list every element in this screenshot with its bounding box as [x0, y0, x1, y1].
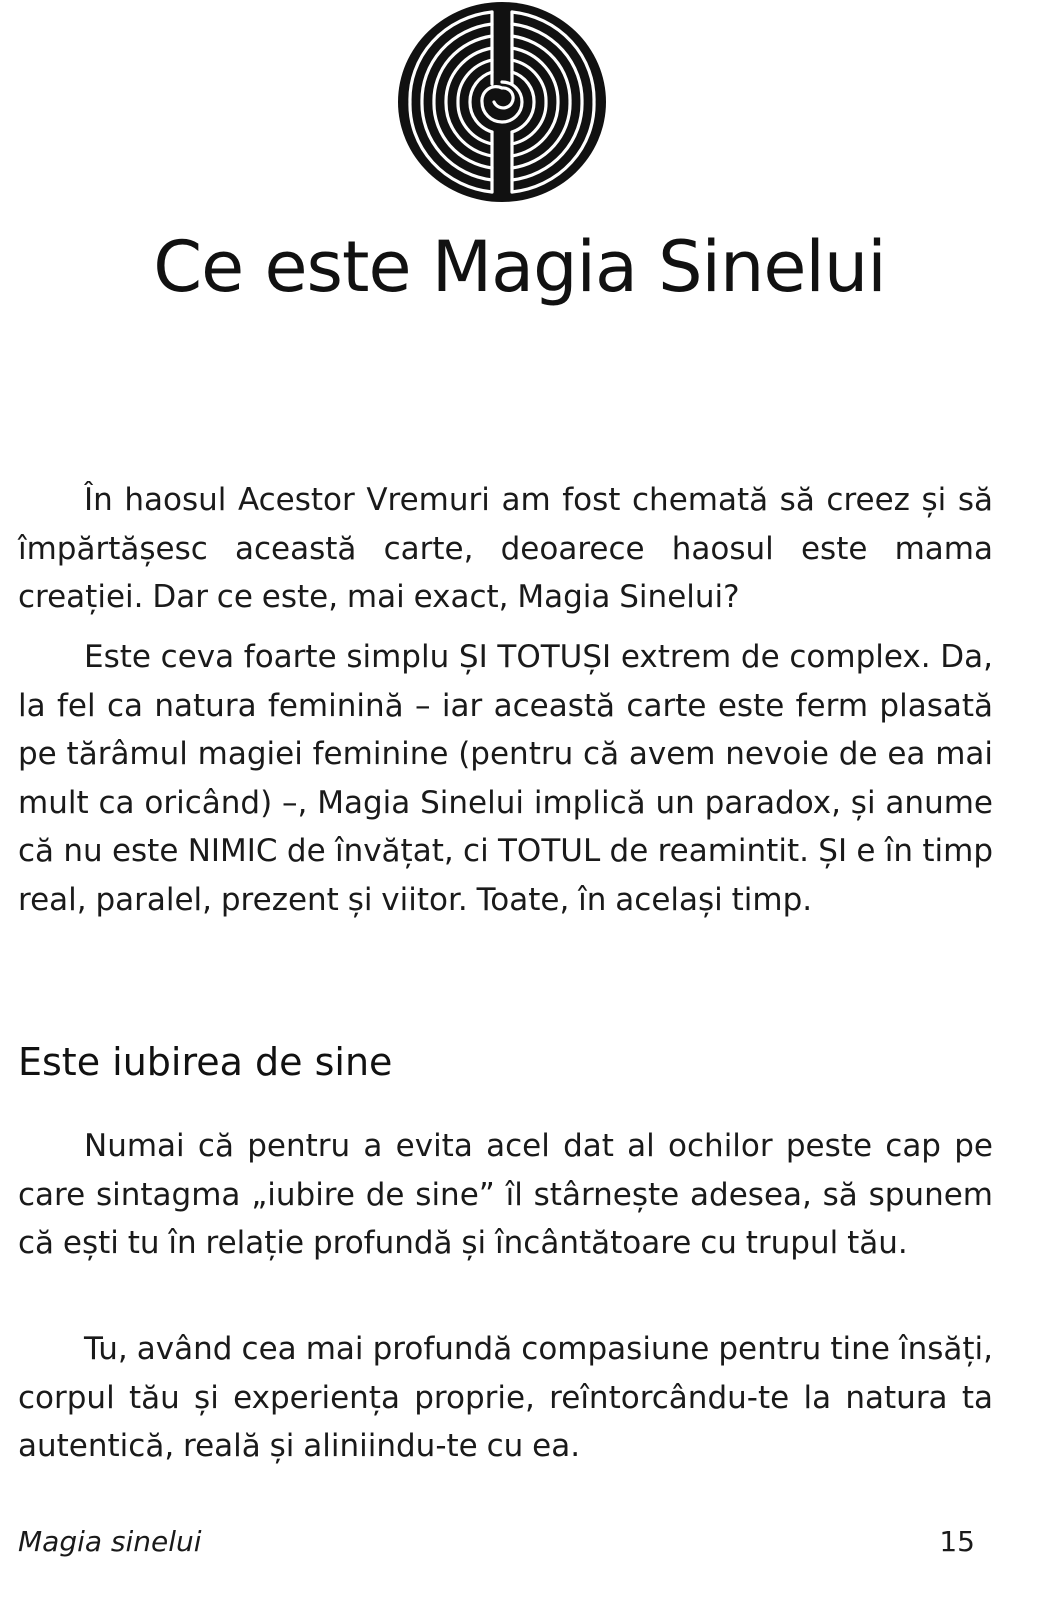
- paragraph-self-love: Numai că pentru a evita acel dat al ochilor peste cap pe care sintagma „iubire de sine” îl stârnește adesea, să spunem că ești tu în relație profundă și încântătoare cu trupul tău.: [18, 1128, 993, 1261]
- running-footer-title: Magia sinelui: [18, 1525, 202, 1558]
- body-text: [18, 1325, 993, 1471]
- paragraph-intro: În haosul Acestor Vremuri am fost chemată să creez și să împărtășesc această carte, deoarece haosul este mama creației. Dar ce este, mai exact, Magia Sinelui?: [18, 482, 993, 615]
- section-heading: Este iubirea de sine: [18, 1040, 393, 1084]
- paragraph-compassion: Tu, având cea mai profundă compasiune pentru tine însăți, corpul tău și experiența proprie, reîntorcându-te la natura ta autentică, reală și aliniindu-te cu ea.: [18, 1331, 993, 1464]
- body-text: [18, 476, 993, 622]
- page-number: 15: [939, 1525, 975, 1558]
- body-text: [18, 1122, 993, 1268]
- labyrinth-icon: [396, 0, 608, 204]
- chapter-title: Ce este Magia Sinelui: [153, 226, 886, 308]
- paragraph-paradox: Este ceva foarte simplu ȘI TOTUȘI extrem de complex. Da, la fel ca natura feminină – iar această carte este ferm plasată pe tărâmul magiei feminine (pentru că avem nevoie de ea mai mult ca oricând) –, Magia Sinelui implică un paradox, și anume că nu este NIMIC de învățat, ci TOTUL de reamintit. ȘI e în timp real, paralel, prezent și viitor. Toate, în același timp.: [18, 639, 993, 918]
- body-text: [18, 633, 993, 924]
